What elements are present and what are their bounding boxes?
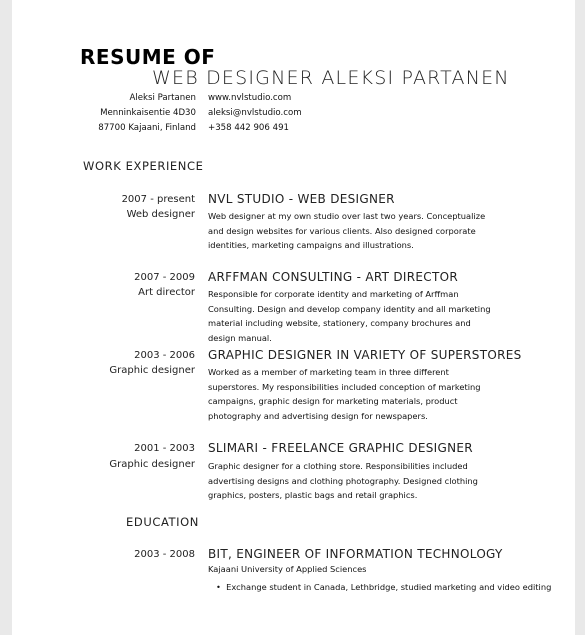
education-bullet-text: Exchange student in Canada, Lethbridge, studied marketing and video editing [226, 582, 552, 592]
job-description: Worked as a member of marketing team in three different superstores. My responsibilities included conception of marketing campaigns, graphic design for marketing materials, product photography and advertising design for newspapers. [208, 367, 481, 421]
job-title: NVL STUDIO - WEB DESIGNER [208, 192, 395, 206]
contact-name: Aleksi Partanen [129, 93, 196, 103]
contact-left [72, 91, 196, 136]
contact-website[interactable]: www.nvlstudio.com [208, 93, 292, 103]
resume-page [12, 0, 575, 635]
job-description: Web designer at my own studio over last two years. Conceptualize and design websites for various clients. Also designed corporate identities, marketing campaigns and illustrations. [208, 211, 486, 251]
job-description: Graphic designer for a clothing store. Responsibilities included advertising designs and clothing photography. Designed clothing graphics, posters, plastic bags and retail graphics. [208, 461, 478, 501]
job-title: GRAPHIC DESIGNER IN VARIETY OF SUPERSTORES [208, 348, 522, 362]
contact-city: 87700 Kajaani, Finland [98, 123, 196, 133]
resume-subtitle: WEB DESIGNER ALEKSI PARTANEN [152, 67, 510, 89]
job-role: Web designer [126, 209, 195, 220]
job-role: Graphic designer [109, 459, 195, 470]
bullet-icon: • [216, 582, 227, 592]
section-work-heading: WORK EXPERIENCE [83, 159, 204, 173]
job-title: ARFFMAN CONSULTING - ART DIRECTOR [208, 270, 458, 284]
job-dates: 2001 - 2003 [134, 443, 195, 454]
job-dates: 2003 - 2006 [134, 350, 195, 361]
contact-email[interactable]: aleksi@nvlstudio.com [208, 108, 302, 118]
resume-title: RESUME OF [80, 45, 216, 69]
job-dates: 2007 - 2009 [134, 272, 195, 283]
education-dates: 2003 - 2008 [134, 549, 195, 560]
job-description: Responsible for corporate identity and marketing of Arffman Consulting. Design and develop company identity and all marketing material including website, stationery, company brochures and design manual. [208, 289, 491, 343]
contact-right [208, 91, 302, 136]
section-education-heading: EDUCATION [126, 515, 200, 529]
education-school: Kajaani University of Applied Sciences [208, 564, 367, 574]
job-role: Graphic designer [109, 365, 195, 376]
job-dates: 2007 - present [121, 194, 195, 205]
education-bullet-item [216, 582, 551, 592]
education-title: BIT, ENGINEER OF INFORMATION TECHNOLOGY [208, 547, 503, 561]
contact-phone: +358 442 906 491 [208, 123, 290, 133]
job-title: SLIMARI - FREELANCE GRAPHIC DESIGNER [208, 441, 473, 455]
contact-street: Menninkaisentie 4D30 [100, 108, 196, 118]
job-role: Art director [138, 287, 195, 298]
